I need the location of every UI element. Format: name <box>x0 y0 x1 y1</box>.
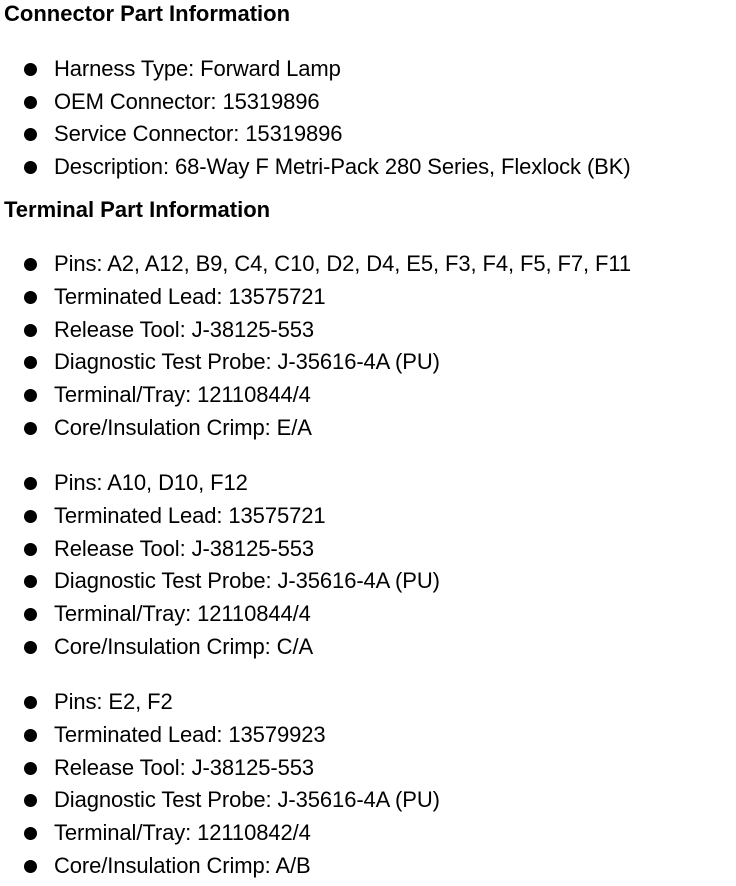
list-item-text: Release Tool: J-38125-553 <box>54 536 315 561</box>
list-item-text: Terminated Lead: 13575721 <box>54 503 326 528</box>
list-item-text: Core/Insulation Crimp: E/A <box>54 415 312 440</box>
bullet-icon <box>24 729 37 742</box>
list-item <box>0 598 736 631</box>
list-item <box>0 151 736 184</box>
list-item <box>0 719 736 752</box>
list-item <box>0 817 736 850</box>
bullet-icon <box>24 389 37 402</box>
list-item <box>0 631 736 664</box>
list-item-text: Terminal/Tray: 12110844/4 <box>54 601 311 626</box>
list-item-text: Release Tool: J-38125-553 <box>54 317 315 342</box>
bullet-icon <box>24 291 37 304</box>
bullet-icon <box>24 608 37 621</box>
bullet-icon <box>24 794 37 807</box>
bullet-icon <box>24 96 37 109</box>
list-item-text: Release Tool: J-38125-553 <box>54 755 315 780</box>
bullet-icon <box>24 575 37 588</box>
list-item-text: OEM Connector: 15319896 <box>54 89 320 114</box>
bullet-icon <box>24 477 37 490</box>
list-item <box>0 850 736 883</box>
terminal-part-information-heading: Terminal Part Information <box>4 197 271 222</box>
bullet-icon <box>24 696 37 709</box>
bullet-icon <box>24 641 37 654</box>
bullet-icon <box>24 762 37 775</box>
bullet-icon <box>24 258 37 271</box>
list-item-text: Terminal/Tray: 12110842/4 <box>54 820 311 845</box>
list-item-text: Service Connector: 15319896 <box>54 121 343 146</box>
list-item-text: Core/Insulation Crimp: C/A <box>54 634 314 659</box>
list-item <box>0 412 736 445</box>
list-item <box>0 784 736 817</box>
bullet-icon <box>24 422 37 435</box>
list-item-text: Pins: A10, D10, F12 <box>54 470 248 495</box>
list-item-text: Pins: E2, F2 <box>54 689 173 714</box>
bullet-icon <box>24 543 37 556</box>
bullet-icon <box>24 510 37 523</box>
list-item-text: Harness Type: Forward Lamp <box>54 56 341 81</box>
list-item <box>0 752 736 785</box>
list-item-text: Diagnostic Test Probe: J-35616-4A (PU) <box>54 787 440 812</box>
list-item <box>0 314 736 347</box>
list-item <box>0 686 736 719</box>
list-item <box>0 467 736 500</box>
list-item-text: Description: 68-Way F Metri-Pack 280 Series, Flexlock (BK) <box>54 154 631 179</box>
list-item-text: Terminated Lead: 13575721 <box>54 284 326 309</box>
list-item-text: Diagnostic Test Probe: J-35616-4A (PU) <box>54 568 440 593</box>
list-item-text: Pins: A2, A12, B9, C4, C10, D2, D4, E5, F3, F4, F5, F7, F11 <box>54 251 631 276</box>
list-item <box>0 500 736 533</box>
list-item <box>0 281 736 314</box>
list-item <box>0 53 736 86</box>
list-item <box>0 379 736 412</box>
list-item-text: Diagnostic Test Probe: J-35616-4A (PU) <box>54 349 440 374</box>
bullet-icon <box>24 860 37 873</box>
list-item <box>0 118 736 151</box>
bullet-icon <box>24 161 37 174</box>
list-item-text: Terminal/Tray: 12110844/4 <box>54 382 311 407</box>
list-item-text: Core/Insulation Crimp: A/B <box>54 853 311 878</box>
bullet-icon <box>24 128 37 141</box>
list-item <box>0 533 736 566</box>
list-item-text: Terminated Lead: 13579923 <box>54 722 326 747</box>
bullet-icon <box>24 356 37 369</box>
list-item <box>0 86 736 119</box>
connector-part-information-heading: Connector Part Information <box>4 1 291 26</box>
list-item <box>0 248 736 281</box>
list-item <box>0 346 736 379</box>
list-item <box>0 565 736 598</box>
bullet-icon <box>24 827 37 840</box>
bullet-icon <box>24 324 37 337</box>
bullet-icon <box>24 63 37 76</box>
